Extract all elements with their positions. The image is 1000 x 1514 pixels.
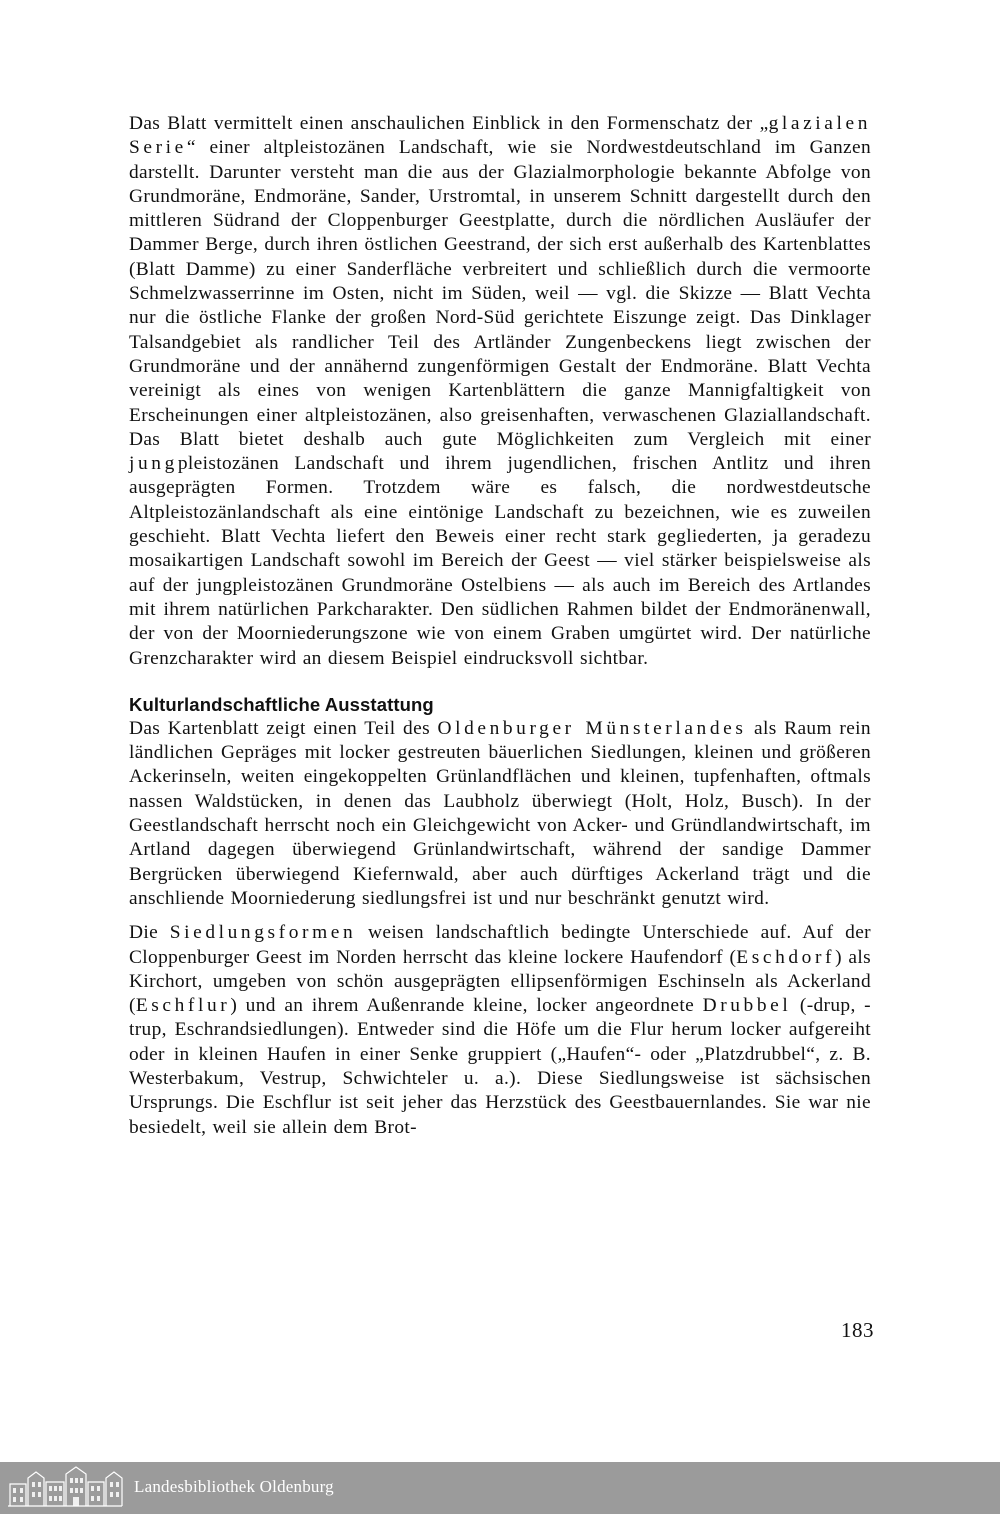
spaced-emphasis: Siedlungsformen [169,922,357,944]
section-heading: Kulturlandschaftliche Ausstattung [129,693,434,715]
library-building-logo [6,1464,124,1508]
spaced-emphasis: Drubbel [702,995,792,1017]
spaced-emphasis: glazialen Serie [129,113,871,159]
paragraph-glacial-series: Das Blatt vermittelt einen anschaulichen Einblick in den Formenschatz der „glazialen Serie“ einer altpleistozänen Landschaft, wie sie Nordwestdeutschland im Ganzen darstellt. Darunter versteht man die aus der Glazialmorphologie bekannte Abfolge von Grundmoräne, Endmoräne, Sander, Urstromtal, in unserem Schnitt dargestellt durch den mittleren Südrand der Cloppenburger Geestplatte, durch die nördlichen Ausläufer der Dammer Berge, durch ihren östlichen Geestrand, der sich erst außerhalb des Kartenblattes (Blatt Damme) zu einer Sanderfläche verbreitert und schließlich durch die vermoorte Schmelzwasserrinne im Osten, nicht im Süden, weil — vgl. die Skizze — Blatt Vechta nur die östliche Flanke der großen Nord-Süd gerichtete Eiszunge zeigt. Das Dinklager Talsandgebiet als randlicher Teil des Artländer Zungenbeckens liegt zwischen der Grundmoräne und der annähernd zungenförmigen Gestalt der Endmoräne. Blatt Vechta vereinigt als eines von wenigen Kartenblättern die ganze Mannigfaltigkeit von Erscheinungen einer altpleistozänen, also greisenhaften, verwaschenen Glaziallandschaft. Das Blatt bietet deshalb auch gute Möglichkeiten zum Vergleich mit einer jungpleistozänen Landschaft und ihrem jugendlichen, frischen Antlitz und ihren ausgeprägten Formen. Trotzdem wäre es falsch, die nordwestdeutsche Altpleistozänlandschaft als eine eintönige Landschaft zu bezeichnen, wie es zuweilen geschieht. Blatt Vechta liefert den Beweis einer recht stark gegliederten, ja geradezu mosaikartigen Landschaft sowohl im Bereich der Geest — viel stärker beispielsweise als auf der jungpleistozänen Grundmoräne Ostelbiens — als auch im Bereich des Artlandes mit ihrem natürlichen Parkcharakter. Den südlichen Rahmen bildet der Endmoränenwall, der von der Moorniederungszone wie von einem Graben umgürtet wird. Der natürliche Grenzcharakter wird an diesem Beispiel eindrucksvoll sichtbar. [129,113,871,669]
library-name: Landesbibliothek Oldenburg [134,1477,334,1496]
spaced-emphasis: Eschflur [135,995,231,1017]
spaced-emphasis: Oldenburger Münsterlandes [437,717,747,739]
page-number: 183 [841,1318,874,1342]
paragraph-cultural-landscape: Das Kartenblatt zeigt einen Teil des Oldenburger Münsterlandes als Raum rein ländlichen Gepräges mit locker gestreuten bäuerlichen Siedlungen, kleinen und größeren Ackerinseln, weiten eingekoppelten Grünlandflächen und kleinen, tupfenhaften, oftmals nassen Waldstücken, in denen das Laubholz überwiegt (Holt, Holz, Busch). In der Geestlandschaft herrscht noch ein Gleichgewicht von Acker- und Gründlandwirtschaft, im Artland dagegen überwiegend Grünlandwirtschaft, während der sandige Dammer Bergrücken überwiegend Kiefernwald, aber auch dürftiges Ackerland trägt und die anschliende Moorniederung siedlungsfrei ist und nur beschränkt genutzt wird. [129,717,871,909]
page-body [129,112,871,1140]
paragraph-settlement-forms: Die Siedlungsformen weisen landschaftlich bedingte Unterschiede auf. Auf der Cloppenburger Geest im Norden herrscht das kleine lockere Haufendorf (Eschdorf) als Kirchort, umgeben von schön ausgeprägten ellipsenförmigen Eschinseln als Ackerland (Eschflur) und an ihrem Außenrande kleine, locker angeordnete Drubbel (-drup, -trup, Eschrandsiedlungen). Entweder sind die Höfe um die Flur herum locker aufgereiht oder in kleinen Haufen in einer Senke gruppiert („Haufen“- oder „Platzdrubbel“, z. B. Westerbakum, Vestrup, Schwichteler u. a.). Diese Siedlungsweise ist sächsischen Ursprungs. Die Eschflur ist seit jeher das Herzstück des Geestbauernlandes. Sie war nie besiedelt, weil sie allein dem Brot- [129,922,871,1138]
footer-bar [0,1462,1000,1514]
spaced-emphasis: Eschdorf [736,946,836,968]
spaced-emphasis: jung [129,453,178,475]
